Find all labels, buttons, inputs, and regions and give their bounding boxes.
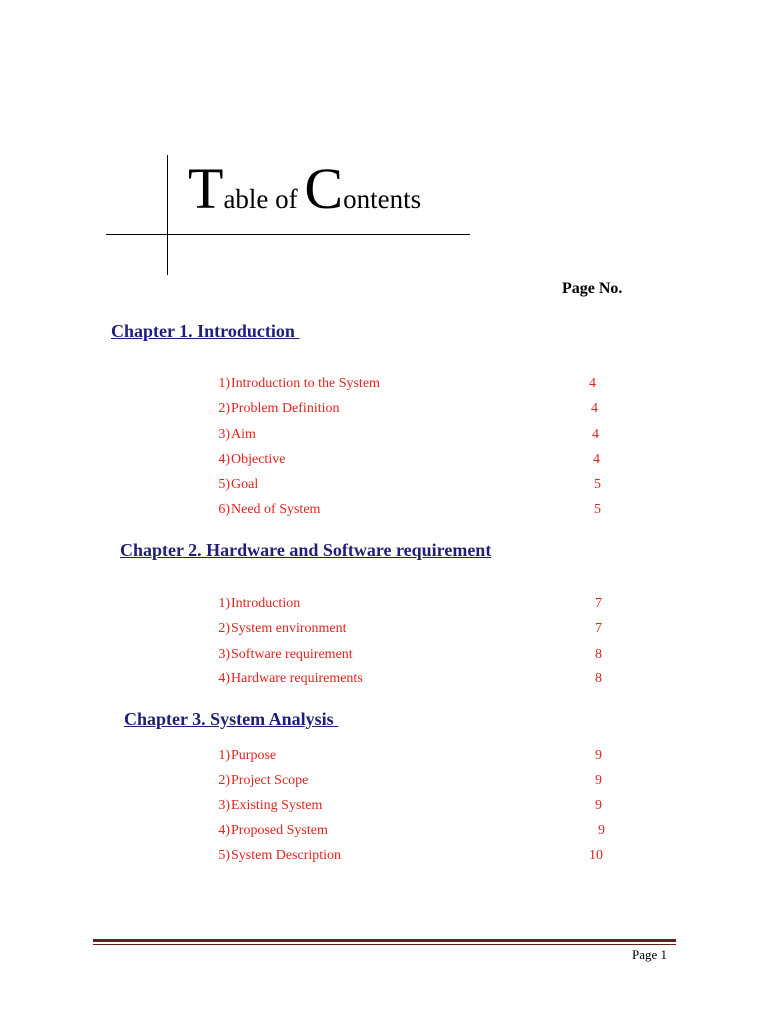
entry-number: 2) [218,773,230,788]
entry-number: 2) [218,621,230,636]
chapter-heading-2[interactable]: Chapter 2. Hardware and Software requirement [120,540,492,560]
entry-page-number: 9 [598,823,605,838]
title-horizontal-rule [106,234,470,235]
entry-label: Problem Definition [231,401,340,416]
entry-page-number: 8 [595,647,602,662]
entry-label: Introduction [231,596,301,611]
entry-number: 5) [218,477,230,492]
entry-page-number: 5 [594,502,601,517]
entry-page-number: 7 [595,621,602,636]
page-number-header: Page No. [562,280,623,297]
chapter-heading-3[interactable]: Chapter 3. System Analysis [124,709,339,729]
entry-label: System Description [231,848,342,863]
chapter-heading-1[interactable]: Chapter 1. Introduction [111,321,300,341]
title-rest-2: ontents [343,184,422,214]
entry-label: Proposed System [231,823,328,838]
entry-page-number: 4 [589,376,596,391]
title-rest-1: able of [223,184,305,214]
entry-label: Project Scope [231,773,309,788]
entry-number: 5) [218,848,230,863]
entry-label: Objective [231,452,286,467]
entry-page-number: 8 [595,671,602,686]
entry-label: Existing System [231,798,323,813]
entry-number: 6) [218,502,230,517]
entry-page-number: 7 [595,596,602,611]
entry-number: 4) [218,823,230,838]
footer-rule-thick [93,939,676,942]
entry-label: System environment [231,621,347,636]
entry-label: Aim [231,427,256,442]
entry-number: 3) [218,647,230,662]
entry-number: 4) [218,452,230,467]
footer-rule-thin [93,944,676,945]
entry-label: Purpose [231,748,277,763]
footer-page-label: Page 1 [632,947,668,962]
entry-number: 1) [218,376,230,391]
entry-page-number: 4 [593,452,600,467]
entry-page-number: 5 [594,477,601,492]
entry-number: 1) [218,596,230,611]
entry-number: 4) [218,671,230,686]
entry-page-number: 4 [591,401,598,416]
entry-number: 3) [218,427,230,442]
page-title [188,156,422,221]
entry-number: 1) [218,748,230,763]
title-initial-c: C [304,156,344,221]
entry-label: Goal [231,477,259,492]
entry-page-number: 4 [592,427,599,442]
entry-number: 3) [218,798,230,813]
title-vertical-rule [167,155,168,275]
entry-label: Software requirement [231,647,353,662]
entry-page-number: 10 [589,848,603,863]
entry-number: 2) [218,401,230,416]
entry-label: Hardware requirements [231,671,363,686]
title-initial-t: T [188,156,224,221]
entry-label: Need of System [231,502,321,517]
entry-label: Introduction to the System [231,376,380,391]
entry-page-number: 9 [595,798,602,813]
entry-page-number: 9 [595,773,602,788]
entry-page-number: 9 [595,748,602,763]
